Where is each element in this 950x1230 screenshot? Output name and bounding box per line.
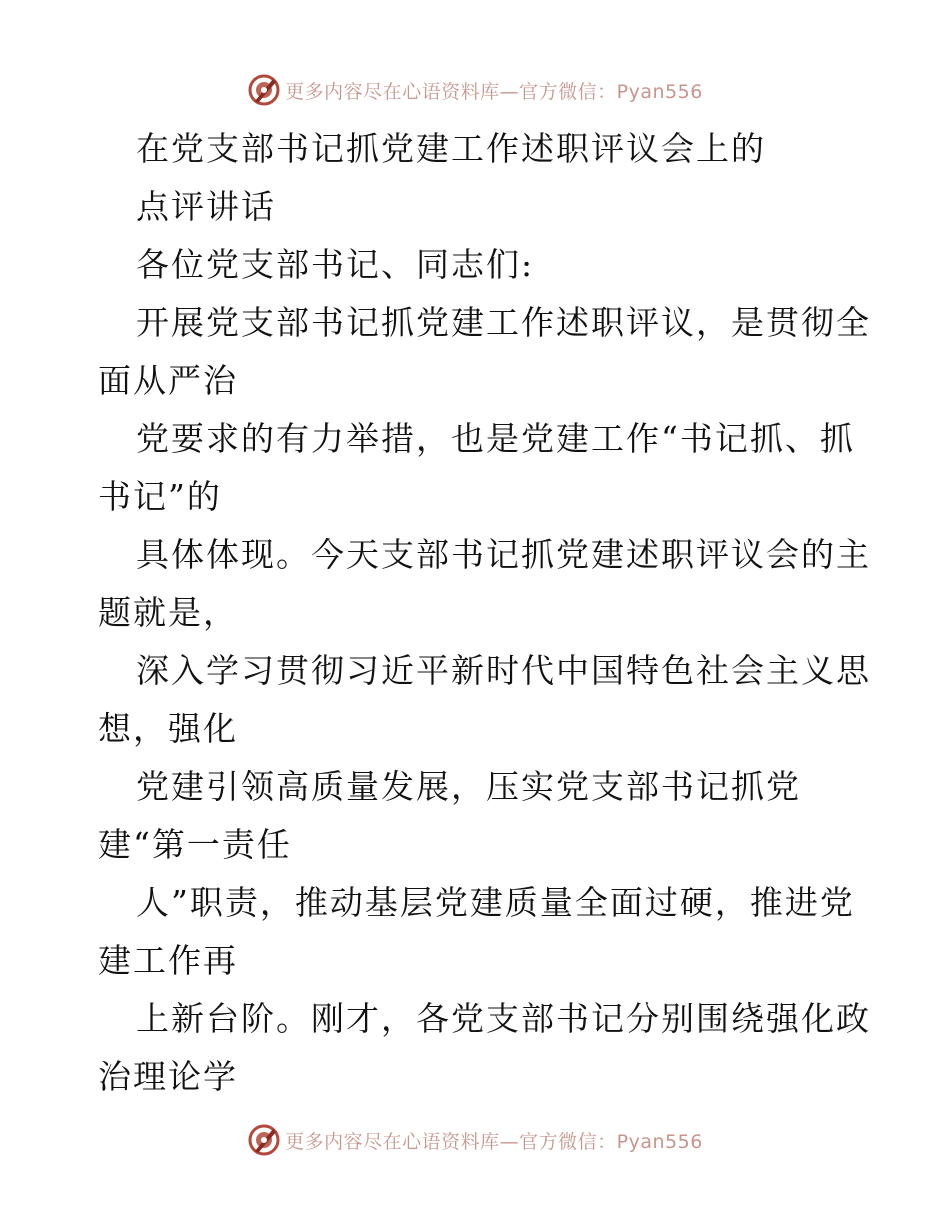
document-body [98,120,871,1106]
doc-line: 题就是， [98,593,238,632]
doc-line: 治理论学 [98,1057,238,1096]
footer-watermark [0,1120,950,1160]
doc-line: 上新台阶。刚才，各党支部书记分别围绕强化政 [136,999,871,1038]
doc-line: 面从严治 [98,361,238,400]
doc-line: 各位党支部书记、同志们: [136,245,535,284]
doc-line: 书记”的 [98,477,222,516]
header-watermark [0,70,950,110]
doc-line: 党建引领高质量发展，压实党支部书记抓党 [136,767,801,806]
quill-logo-icon [247,1123,281,1157]
doc-line: 人”职责，推动基层党建质量全面过硬，推进党 [136,883,855,922]
doc-line: 党要求的有力举措，也是党建工作“书记抓、抓 [136,419,855,458]
doc-line: 想，强化 [98,709,238,748]
doc-line: 深入学习贯彻习近平新时代中国特色社会主义思 [136,651,871,690]
doc-line: 建“第一责任 [98,825,292,864]
doc-line: 具体体现。今天支部书记抓党建述职评议会的主 [136,535,871,574]
watermark-text: 更多内容尽在心语资料库—官方微信：Pyan556 [285,1130,703,1153]
doc-line: 在党支部书记抓党建工作述职评议会上的 [136,129,766,168]
doc-line: 开展党支部书记抓党建工作述职评议，是贯彻全 [136,303,871,342]
quill-logo-icon [247,73,281,107]
watermark-text: 更多内容尽在心语资料库—官方微信：Pyan556 [285,80,703,103]
doc-line: 建工作再 [98,941,238,980]
doc-line: 点评讲话 [136,187,276,226]
